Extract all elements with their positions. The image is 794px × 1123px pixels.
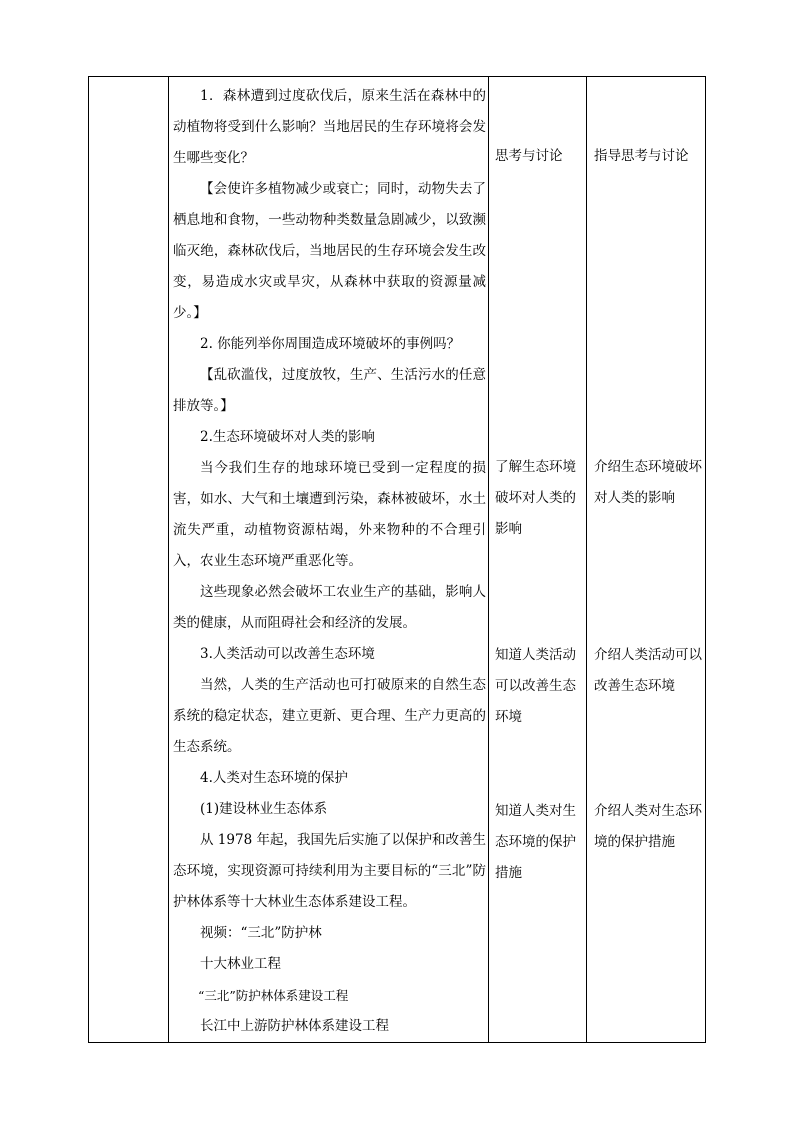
video-label: 视频：“三北”防护林 xyxy=(200,925,322,941)
paragraph-2b: 这些现象必然会破坏工农业生产的基础，影响人类的健康，从而阻碍社会和经济的发展。 xyxy=(173,584,486,631)
question-1: 1．森林遭到过度砍伐后，原来生活在森林中的动植物将受到什么影响？当地居民的生存环境将会发生哪些变化？ xyxy=(173,88,486,166)
heading-2: 2.生态环境破坏对人类的影响 xyxy=(200,429,375,445)
student-activity-1: 思考与讨论 xyxy=(495,148,563,164)
subheading-4-1: (1)建设林业生态体系 xyxy=(200,801,328,817)
student-activity-4: 知道人类对生态环境的保护措施 xyxy=(495,803,576,881)
heading-4: 4.人类对生态环境的保护 xyxy=(200,770,348,786)
answer-1: 【会使许多植物减少或衰亡；同时，动物失去了栖息地和食物，一些动物种类数量急剧减少，以致濒临灭绝，森林砍伐后，当地居民的生存环境会发生改变，易造成水灾或旱灾，从森林中获取的资源量减少。】 xyxy=(173,181,486,321)
teacher-activity-3: 介绍人类活动可以改善生态环境 xyxy=(594,647,702,694)
paragraph-3: 当然，人类的生产活动也可打破原来的自然生态系统的稳定状态，建立更新、更合理、生产力更高的生态系统。 xyxy=(173,677,486,755)
answer-2: 【乱砍滥伐，过度放牧，生产、生活污水的任意排放等。】 xyxy=(173,367,486,414)
project-item: 长江中上游防护林体系建设工程 xyxy=(200,1018,389,1034)
question-2: 2. 你能列举你周围造成环境破坏的事例吗？ xyxy=(200,336,461,352)
paragraph-4: 从 1978 年起，我国先后实施了以保护和改善生态环境，实现资源可持续利用为主要目标的“三北”防护林体系等十大林业生态体系建设工程。 xyxy=(173,832,486,910)
lesson-table xyxy=(88,76,706,1043)
teacher-activity-4: 介绍人类对生态环境的保护措施 xyxy=(594,803,702,850)
student-activity-3: 知道人类活动可以改善生态环境 xyxy=(495,647,576,725)
column-divider xyxy=(488,77,489,1042)
teaching-content xyxy=(173,81,486,1042)
column-divider xyxy=(168,77,169,1042)
paragraph-2a: 当今我们生存的地球环境已受到一定程度的损害，如水、大气和土壤遭到污染，森林被破坏，水土流失严重，动植物资源枯竭，外来物种的不合理引入，农业生态环境严重恶化等。 xyxy=(173,460,486,569)
project-item: “三北”防护林体系建设工程 xyxy=(198,988,349,1003)
student-activity-2: 了解生态环境破坏对人类的影响 xyxy=(495,459,576,537)
heading-3: 3.人类活动可以改善生态环境 xyxy=(200,646,375,662)
teacher-activity-1: 指导思考与讨论 xyxy=(594,148,689,164)
project-title: 十大林业工程 xyxy=(200,956,281,972)
column-divider xyxy=(586,77,587,1042)
teacher-activity-2: 介绍生态环境破坏对人类的影响 xyxy=(594,459,702,506)
